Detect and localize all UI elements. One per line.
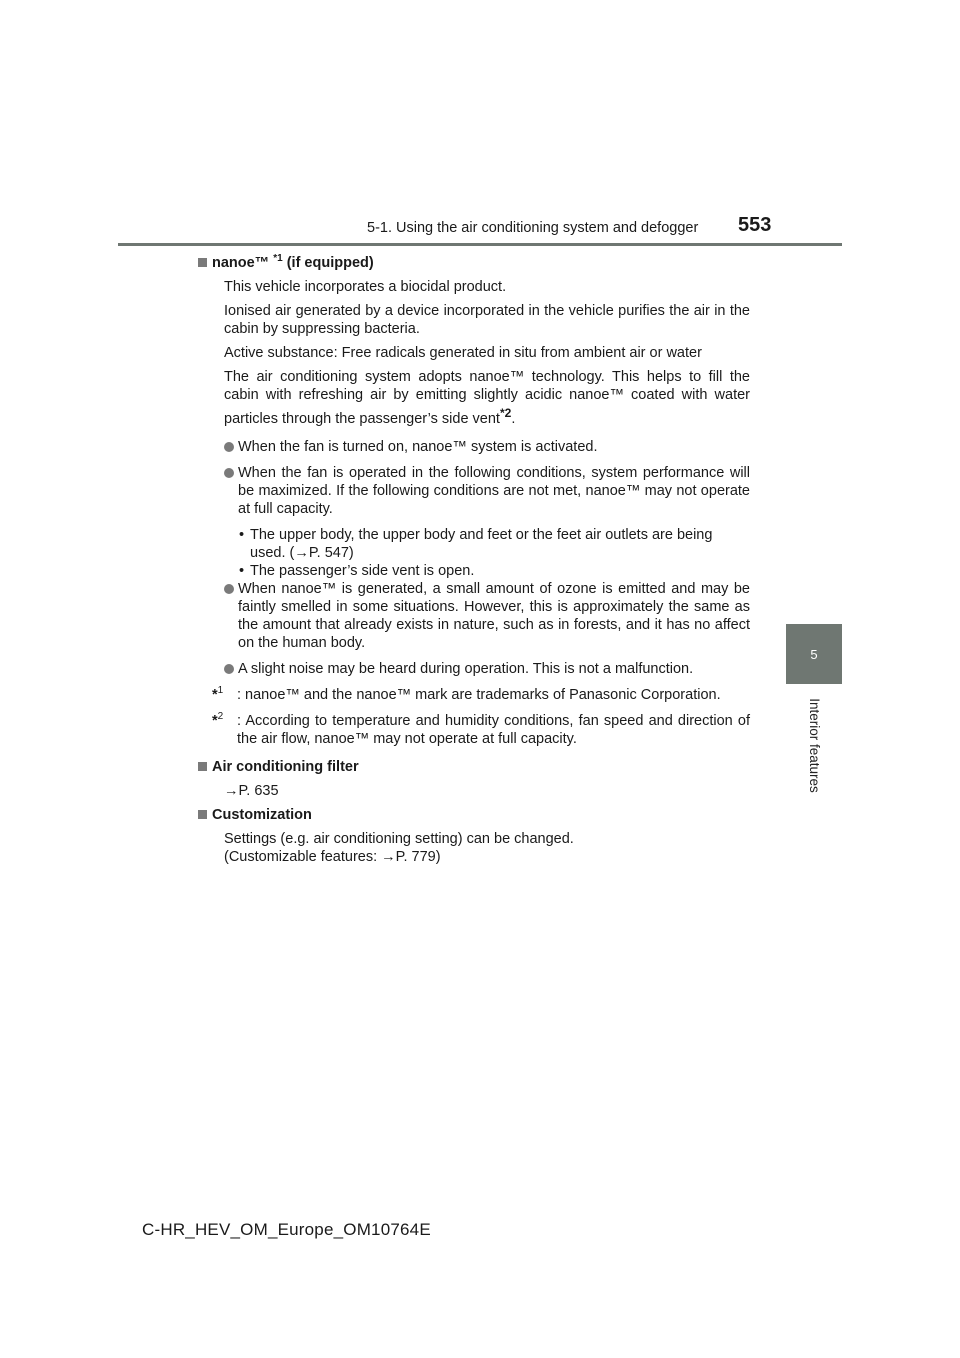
customization-heading (198, 806, 750, 824)
square-bullet-icon (198, 810, 207, 819)
header-divider (118, 243, 842, 246)
round-bullet-icon (224, 468, 234, 478)
nanoe-heading (198, 254, 750, 272)
chapter-label-text: Interior features (806, 697, 822, 793)
sub-list-item (212, 562, 750, 580)
footnote-mark: *$^2$ (212, 711, 224, 729)
bullet-text: When the fan is turned on, nanoe™ system is activated. (238, 438, 598, 455)
footnote-ref-2: *2 (499, 406, 512, 420)
filter-heading-text: Air conditioning filter (212, 758, 359, 775)
sub-item-text: The upper body, the upper body and feet or the feet air outlets are being used. (→P. 547) (250, 526, 713, 561)
nanoe-paragraph-3: Active substance: Free radicals generated in situ from ambient air or water (224, 345, 702, 361)
filter-page-link[interactable]: →P. 635 (224, 782, 279, 799)
dot-marker-icon: • (239, 526, 245, 543)
list-item (212, 660, 750, 678)
bullet-text: When the fan is operated in the following conditions, system performance will be maximized. If the following conditions are not met, nanoe™ may not operate at full capacity. (238, 464, 750, 517)
round-bullet-icon (224, 584, 234, 594)
footnote-ref-1: *1 (273, 253, 283, 265)
customization-page-link[interactable]: (Customizable features: →P. 779) (224, 848, 441, 865)
section-title: 5-1. Using the air conditioning system and defogger (367, 220, 699, 236)
footnote-2 (212, 712, 750, 748)
sub-item-text: The passenger’s side vent is open. (250, 562, 475, 579)
list-item (212, 580, 750, 652)
nanoe-paragraph-1: This vehicle incorporates a biocidal product. (224, 279, 507, 295)
nanoe-paragraph-4-text: The air conditioning system adopts nanoe™ technology. This helps to fill the cabin with refreshing air by emitting slightly acidic nanoe™ coated with water particles through the passenger’s side vent (224, 369, 750, 427)
round-bullet-icon (224, 442, 234, 452)
round-bullet-icon (224, 664, 234, 674)
square-bullet-icon (198, 762, 207, 771)
filter-heading (198, 758, 750, 776)
document-code: C-HR_HEV_OM_Europe_OM10764E (142, 1220, 431, 1239)
bullet-text: A slight noise may be heard during operation. This is not a malfunction. (238, 660, 694, 677)
footnote-text: : nanoe™ and the nanoe™ mark are trademarks of Panasonic Corporation. (237, 686, 721, 703)
chapter-tab-number[interactable]: 5 (786, 624, 842, 684)
page-content (212, 254, 750, 866)
nanoe-heading-text: nanoe™ (212, 255, 270, 271)
footnote-mark: *$^1$ (212, 685, 224, 703)
sub-list-item (212, 526, 750, 562)
nanoe-paragraph-4 (224, 368, 750, 428)
page-number: 553 (738, 214, 772, 236)
nanoe-heading-suffix: (if equipped) (282, 255, 374, 271)
footnote-text: : According to temperature and humidity conditions, fan speed and direction of the air flow, nanoe™ may not operate at full capacity. (237, 712, 750, 747)
customization-heading-text: Customization (212, 806, 312, 823)
list-item (212, 464, 750, 518)
square-bullet-icon (198, 258, 207, 267)
list-item (212, 438, 750, 456)
customization-line-1: Settings (e.g. air conditioning setting) can be changed. (224, 830, 574, 847)
bullet-text: When nanoe™ is generated, a small amount of ozone is emitted and may be faintly smelled in some situations. However, this is approximately the same as the amount that already exists in nature, such as in forests, and it has no affect on the human body. (238, 580, 750, 651)
footnote-1 (212, 686, 750, 704)
dot-marker-icon: • (239, 562, 245, 579)
nanoe-paragraph-2: Ionised air generated by a device incorporated in the vehicle purifies the air in the cabin by suppressing bacteria. (224, 303, 750, 337)
nanoe-paragraph-4-end: . (511, 410, 516, 427)
chapter-tab-label (786, 690, 842, 800)
